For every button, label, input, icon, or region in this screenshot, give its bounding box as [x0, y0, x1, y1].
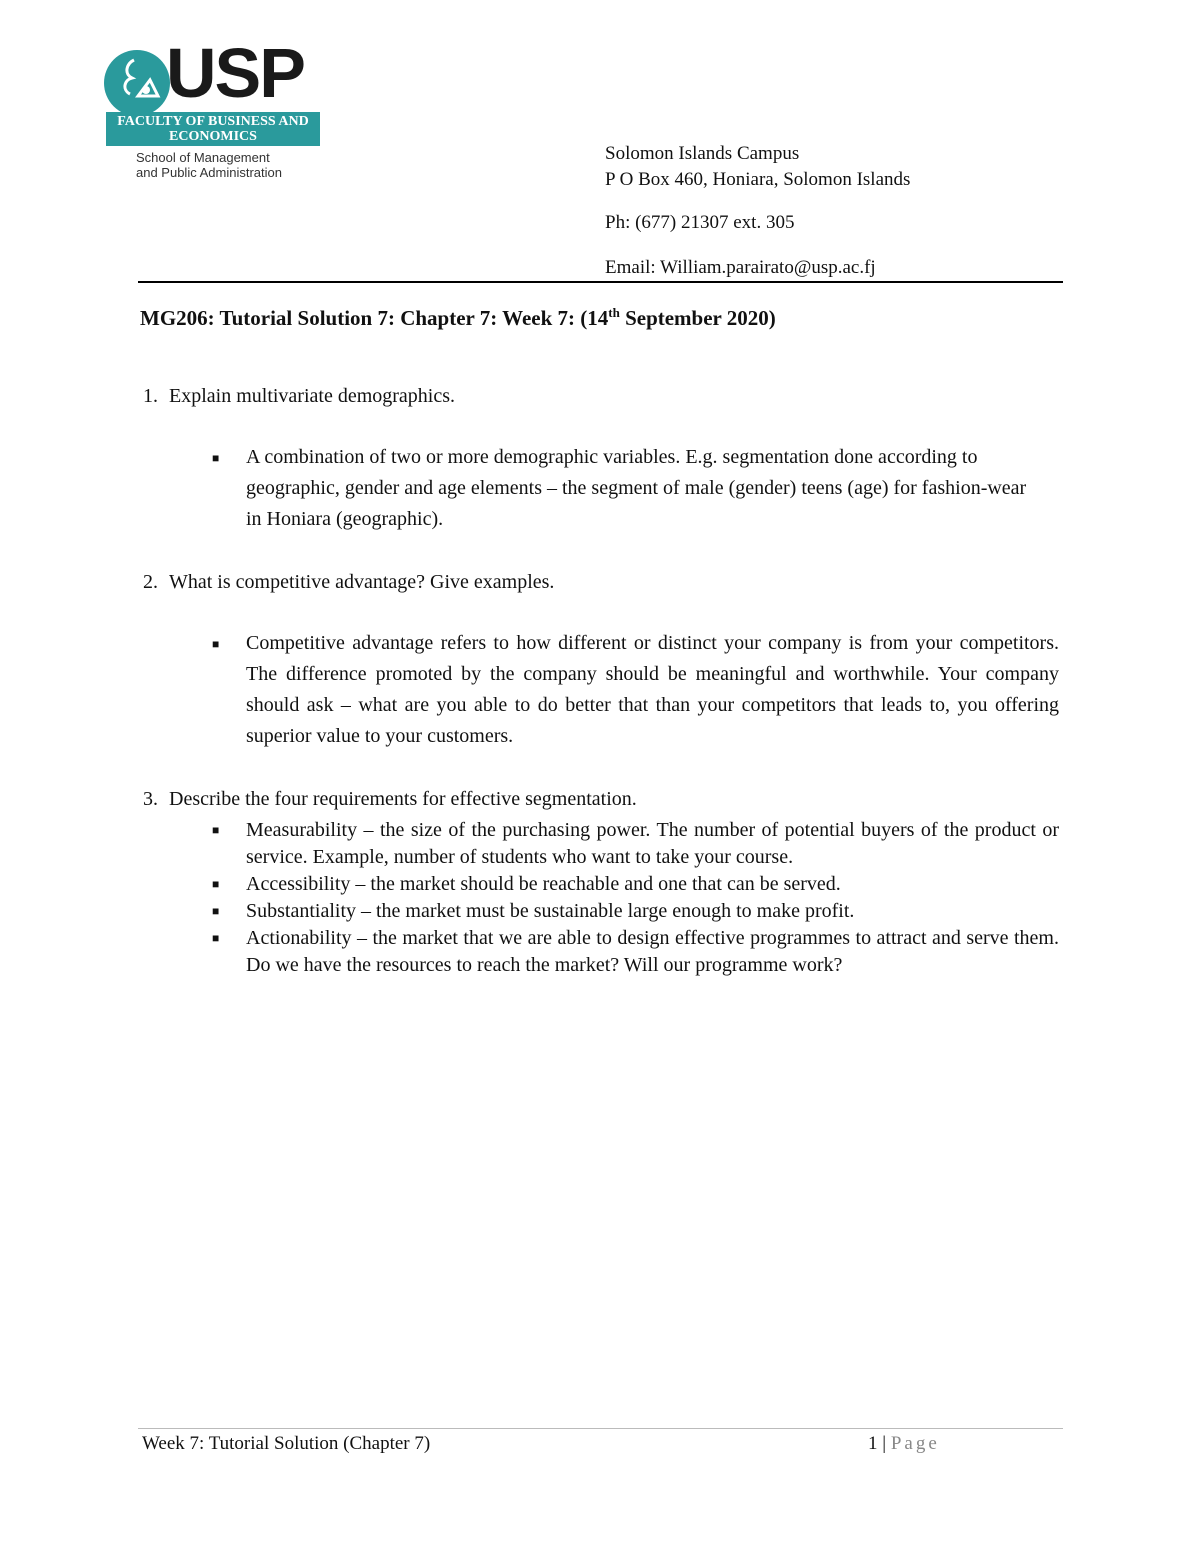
list-item [212, 925, 1059, 979]
bullet-text: A combination of two or more demographic variables. E.g. segmentation done according to geographic, gender and age elements – the segment of male (gender) teens (age) for fashion-wear in Honiara (geographic). [246, 446, 1027, 530]
page-separator: | [882, 1433, 887, 1454]
address-po-box: P O Box 460, Honiara, Solomon Islands [605, 169, 911, 190]
answer-1 [212, 442, 1032, 535]
list-item [212, 628, 1059, 752]
answer-3 [212, 817, 1059, 979]
bullet-square-icon: ■ [212, 637, 220, 651]
list-item [212, 871, 1059, 898]
list-item [212, 898, 1059, 925]
question-number: 1. [143, 385, 158, 407]
logo-faculty-band: FACULTY OF BUSINESS AND ECONOMICS [106, 112, 320, 146]
title-sup: th [608, 305, 620, 320]
page-title [140, 305, 776, 331]
usp-logo [104, 34, 324, 186]
address-campus: Solomon Islands Campus [605, 143, 800, 164]
logo-school-line1: School of Management [136, 150, 270, 165]
header-rule [138, 281, 1063, 283]
question-number: 2. [143, 571, 158, 593]
logo-school [136, 150, 282, 180]
title-prefix: MG206: Tutorial Solution 7: Chapter 7: Week 7: (14 [140, 306, 609, 330]
question-2 [143, 570, 554, 594]
bullet-square-icon: ■ [212, 931, 220, 945]
logo-wordmark: USP [166, 34, 304, 112]
bullet-text: Competitive advantage refers to how different or distinct your company is from your competitors. The difference promoted by the company should be meaningful and worthwhile. Your company should ask – what are you able to do better that than your competitors that leads to, you offering superior value to your customers. [246, 632, 1059, 747]
bullet-text: Actionability – the market that we are able to design effective programmes to attract and serve them. Do we have the resources to reach the market? Will our programme work? [246, 927, 1059, 976]
bullet-square-icon: ■ [212, 904, 220, 918]
address-phone: Ph: (677) 21307 ext. 305 [605, 212, 795, 233]
question-text: Describe the four requirements for effective segmentation. [169, 788, 637, 810]
usp-emblem-icon [104, 50, 170, 116]
question-3 [143, 787, 637, 811]
answer-2 [212, 628, 1059, 752]
footer-page [868, 1433, 940, 1455]
question-number: 3. [143, 788, 158, 810]
bullet-text: Measurability – the size of the purchasing power. The number of potential buyers of the product or service. Example, number of students who want to take your course. [246, 819, 1059, 868]
question-text: Explain multivariate demographics. [169, 385, 456, 407]
footer-rule [138, 1428, 1063, 1429]
logo-school-line2: and Public Administration [136, 165, 282, 180]
page-word: Page [890, 1433, 940, 1454]
address-email: Email: William.parairato@usp.ac.fj [605, 257, 876, 278]
title-suffix: September 2020) [619, 306, 776, 330]
page-number: 1 [868, 1433, 878, 1454]
footer-title: Week 7: Tutorial Solution (Chapter 7) [142, 1433, 431, 1454]
bullet-text: Accessibility – the market should be reachable and one that can be served. [246, 873, 841, 895]
bullet-text: Substantiality – the market must be sustainable large enough to make profit. [246, 900, 855, 922]
list-item [212, 817, 1059, 871]
list-item [212, 442, 1032, 535]
question-1 [143, 384, 455, 408]
bullet-square-icon: ■ [212, 823, 220, 837]
bullet-square-icon: ■ [212, 877, 220, 891]
bullet-square-icon: ■ [212, 451, 220, 465]
question-text: What is competitive advantage? Give examples. [169, 571, 555, 593]
